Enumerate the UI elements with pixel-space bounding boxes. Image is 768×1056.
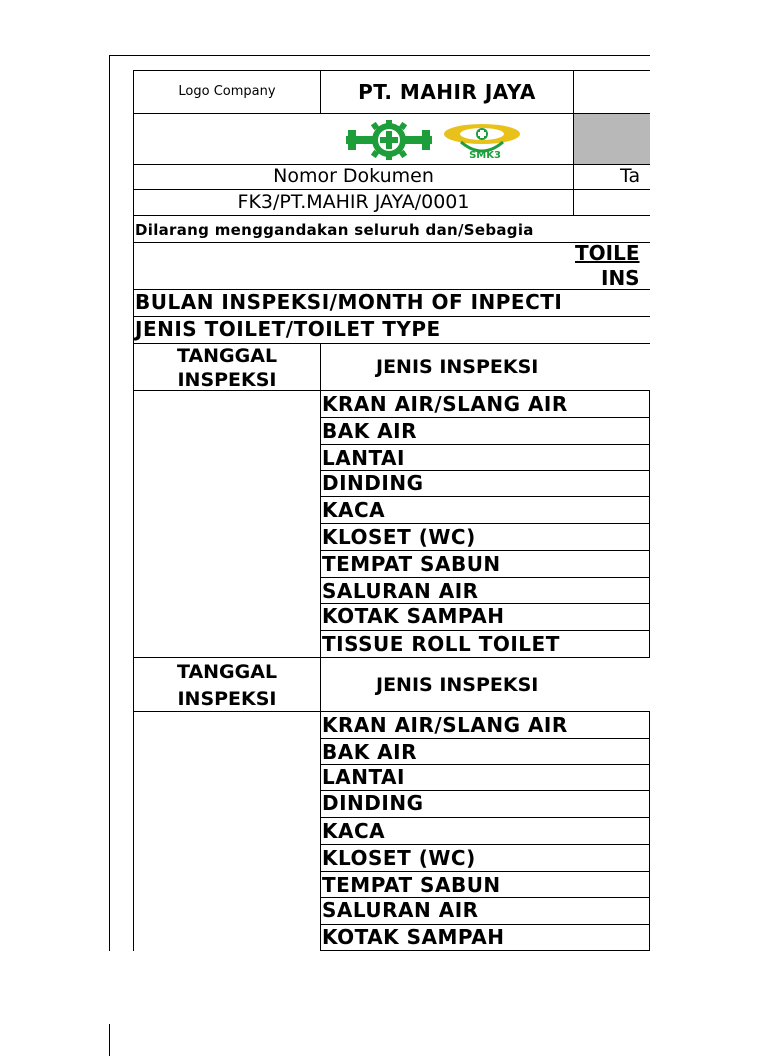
doc-number-label-cell — [133, 164, 574, 190]
month-label: BULAN INSPEKSI/MONTH OF INPECTI — [135, 290, 563, 314]
list-item: KLOSET (WC) — [320, 523, 650, 551]
list-item: BAK AIR — [320, 417, 650, 445]
company-name: PT. MAHIR JAYA — [358, 80, 536, 104]
list-item: TEMPAT SABUN — [320, 550, 650, 578]
logo-row-cell — [133, 113, 574, 165]
smk3-logo-icon — [441, 120, 523, 160]
doc-number-value-cell — [133, 189, 574, 216]
list-item: KRAN AIR/SLANG AIR — [320, 390, 650, 418]
list-item: BAK AIR — [320, 738, 650, 765]
list-item: LANTAI — [320, 444, 650, 471]
header-right-label: Ta — [620, 165, 641, 187]
list-item: KRAN AIR/SLANG AIR — [320, 711, 650, 739]
list-item: KOTAK SAMPAH — [320, 924, 650, 951]
date-label-cell — [133, 343, 321, 391]
date-value-cell[interactable] — [133, 390, 321, 657]
date-label: TANGGAL INSPEKSI — [176, 345, 278, 391]
doc-number-value: FK3/PT.MAHIR JAYA/0001 — [237, 191, 470, 213]
viewport-crop — [650, 0, 768, 1024]
list-item: TEMPAT SABUN — [320, 871, 650, 898]
list-item: KLOSET (WC) — [320, 844, 650, 872]
list-item: KOTAK SAMPAH — [320, 603, 650, 631]
form-title: TOILE — [575, 241, 640, 265]
smk3-logo-text: SMK3 — [469, 150, 501, 160]
doc-number-label: Nomor Dokumen — [273, 165, 434, 187]
toilet-type-label: JENIS TOILET/TOILET TYPE — [135, 317, 441, 341]
list-item: LANTAI — [320, 764, 650, 791]
date-label: TANGGAL INSPEKSI — [176, 661, 278, 710]
date-label-cell — [133, 657, 321, 712]
company-name-cell — [320, 70, 574, 114]
list-item: KACA — [320, 817, 650, 845]
list-item: SALURAN AIR — [320, 897, 650, 925]
inspection-type-header: JENIS INSPEKSI — [376, 356, 539, 378]
k3-logo-icon — [346, 120, 432, 160]
list-item: SALURAN AIR — [320, 577, 650, 604]
list-item: TISSUE ROLL TOILET — [320, 630, 650, 658]
list-item: DINDING — [320, 790, 650, 818]
viewport-bottom-crop — [0, 951, 768, 1024]
list-item: DINDING — [320, 470, 650, 497]
logo-company-label: Logo Company — [178, 84, 276, 99]
logo-company-cell — [133, 70, 321, 114]
inspection-type-header: JENIS INSPEKSI — [376, 674, 539, 696]
notice-text: Dilarang menggandakan seluruh dan/Sebagia — [135, 221, 534, 239]
list-item: KACA — [320, 496, 650, 524]
form-subtitle: INS — [601, 266, 640, 290]
